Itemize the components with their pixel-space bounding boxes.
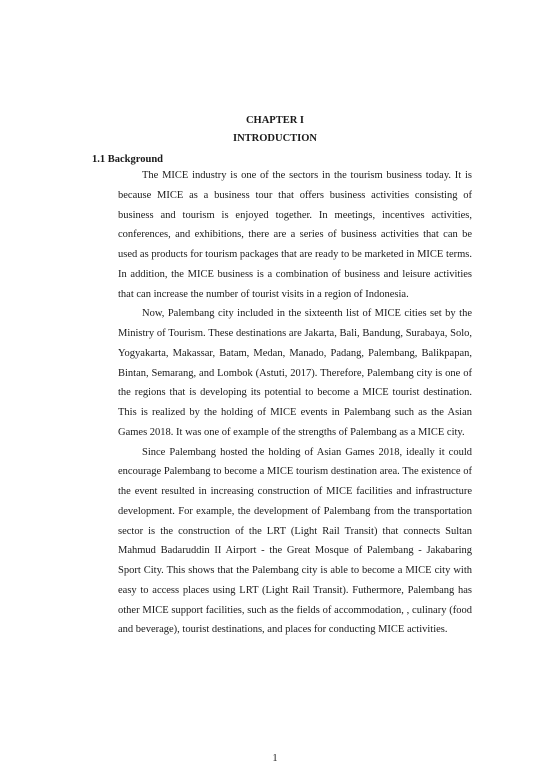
paragraph-asian-games: Since Palembang hosted the holding of Asian Games 2018, ideally it could encourage Palembang to become a MICE tourism destination area. The existence of the event resulted in increasing construction of MICE facilities and infrastructure development. For example, the development of Palembang from the transportation sector is the construction of the LRT (Light Rail Transit) that connects Sultan Mahmud Badaruddin II Airport - the Great Mosque of Palembang - Jakabaring Sport City. This shows that the Palembang city is able to become a MICE city with easy to access places using LRT (Light Rail Transit). Futhermore, Palembang has other MICE support facilities, such as the fields of accommodation, , culinary (food and beverage), tourist destinations, and places for conducting MICE activities.: [118, 446, 472, 636]
chapter-title: INTRODUCTION: [232, 133, 317, 144]
body-text: [118, 166, 472, 640]
paragraph-palembang-list: Now, Palembang city included in the sixteenth list of MICE cities set by the Ministry of Tourism. These destinations are Jakarta, Bali, Bandung, Surabaya, Solo, Yogyakarta, Makassar, Batam, Medan, Manado, Padang, Palembang, Balikpapan, Bintan, Semarang, and Lombok (Astuti, 2017). Therefore, Palembang city is one of the regions that is developing its potential to become a MICE tourist destination. This is realized by the holding of MICE events in Palembang such as the Asian Games 2018. It was one of example of the strengths of Palembang as a MICE city.: [118, 308, 472, 438]
paragraph-mice-industry: The MICE industry is one of the sectors in the tourism business today. It is because MICE as a business tour that offers business activities consisting of business and tourism is enjoyed together. In meetings, incentives activities, conferences, and exhibitions, there are a series of business activities that can be used as products for tourism packages that are ready to be marketed in MICE terms. In addition, the MICE business is a combination of business and leisure activities that can increase the number of tourist visits in a region of Indonesia.: [118, 170, 472, 300]
page-number: 1: [272, 753, 278, 764]
section-heading: 1.1 Background: [92, 154, 163, 165]
chapter-number: CHAPTER I: [245, 115, 305, 126]
